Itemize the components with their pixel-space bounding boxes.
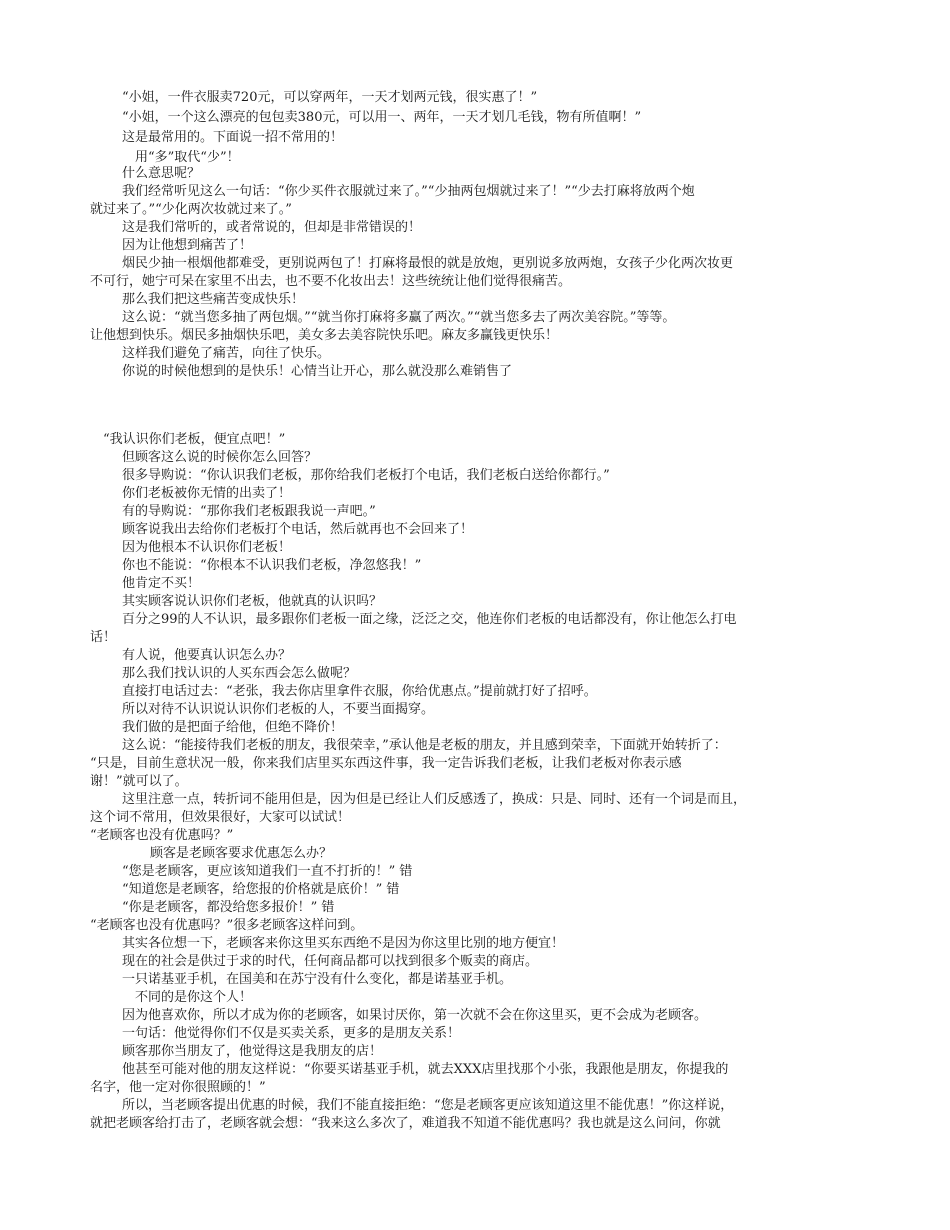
text-line: 用“多”取代“少”！ — [135, 150, 240, 165]
text-line: 烟民少抽一根烟他都难受，更别说两包了！打麻将最恨的就是放炮，更别说多放两炮，女孩子少化两次妆更 — [122, 256, 734, 271]
text-line: 其实各位想一下，老顾客来你这里买东西绝不是因为你这里比别的地方便宜！ — [122, 936, 565, 951]
text-line: “老顾客也没有优惠吗？”很多老顾客这样问到。 — [90, 918, 364, 933]
text-line: 一只诺基亚手机，在国美和在苏宁没有什么变化，都是诺基亚手机。 — [122, 972, 513, 987]
text-line: 话！ — [90, 630, 117, 645]
text-line: 但顾客这么说的时候你怎么回答？ — [122, 450, 318, 465]
text-line: 谢！”就可以了。 — [90, 774, 188, 789]
text-line: 我们经常听见这么一句话：“你少买件衣服就过来了。”“少抽两包烟就过来了！”“少去打麻将放两个炮 — [122, 184, 695, 199]
text-line: 因为他喜欢你，所以才成为你的老顾客，如果讨厌你，第一次就不会在你这里买，更不会成为老顾客。 — [122, 1008, 708, 1023]
section-heading: “老顾客也没有优惠吗？” — [90, 828, 234, 843]
text-line: 这样我们避免了痛苦，向往了快乐。 — [122, 346, 331, 361]
text-line: “你是老顾客，都没给您多报价！” 错 — [122, 900, 335, 915]
text-line: “您是老顾客，更应该知道我们一直不打折的！” 错 — [122, 864, 413, 879]
text-line: 这是我们常听的，或者常说的，但却是非常错误的！ — [122, 220, 422, 235]
text-line: 直接打电话过去：“老张，我去你店里拿件衣服，你给优惠点。”提前就打好了招呼。 — [122, 684, 597, 699]
text-line: 这个词不常用，但效果很好，大家可以试试！ — [90, 810, 351, 825]
text-line: 这里注意一点，转折词不能用但是，因为但是已经让人们反感透了，换成：只是、同时、还有一个词是而且， — [122, 792, 747, 807]
text-line: 顾客那你当朋友了，他觉得这是我朋友的店！ — [122, 1044, 383, 1059]
text-line: 你说的时候他想到的是快乐！心情当让开心，那么就没那么难销售了 — [122, 364, 513, 379]
text-line: 顾客是老顾客要求优惠怎么办？ — [150, 846, 333, 861]
text-line: 这是最常用的。下面说一招不常用的！ — [122, 130, 344, 145]
text-line: 他肯定不买！ — [122, 576, 201, 591]
text-line: 有的导购说：“那你我们老板跟我说一声吧。” — [122, 504, 376, 519]
text-line: 他甚至可能对他的朋友这样说：“你要买诺基亚手机，就去XXX店里找那个小张，我跟他是朋友，你提我的 — [122, 1062, 729, 1077]
text-line: 顾客说我出去给你们老板打个电话，然后就再也不会回来了！ — [122, 522, 474, 537]
text-line: 你们老板被你无情的出卖了！ — [122, 486, 292, 501]
text-line: 不可行，她宁可呆在家里不出去，也不要不化妆出去！这些统统让他们觉得很痛苦。 — [90, 274, 572, 289]
text-line: “只是，目前生意状况一般，你来我们店里买东西这件事，我一定告诉我们老板，让我们老板对你表示感 — [90, 756, 682, 771]
text-line: 百分之99的人不认识，最多跟你们老板一面之缘，泛泛之交，他连你们老板的电话都没有，你让他怎么打电 — [122, 612, 737, 627]
text-line: 所以对待不认识说认识你们老板的人，不要当面揭穿。 — [122, 702, 435, 717]
text-line: 我们做的是把面子给他，但绝不降价！ — [122, 720, 344, 735]
text-line: 很多导购说：“你认识我们老板，那你给我们老板打个电话，我们老板白送给你都行。” — [122, 468, 610, 483]
text-line: 就过来了。”“少化两次妆就过来了。” — [90, 202, 292, 217]
text-line: 名字，他一定对你很照顾的！” — [90, 1080, 266, 1095]
text-line: “小姐，一件衣服卖720元，可以穿两年，一天才划两元钱，很实惠了！” — [122, 90, 538, 105]
text-line: 这么说：“能接待我们老板的朋友，我很荣幸，”承认他是老板的朋友，并且感到荣幸，下面就开始转折了： — [122, 738, 727, 753]
text-line: 有人说，他要真认识怎么办？ — [122, 648, 292, 663]
text-line: 所以，当老顾客提出优惠的时候，我们不能直接拒绝：“您是老顾客更应该知道这里不能优惠！”你这样说， — [122, 1098, 734, 1113]
text-line: 什么意思呢？ — [122, 166, 201, 181]
text-line: “知道您是老顾客，给您报的价格就是底价！” 错 — [122, 882, 400, 897]
text-line: 你也不能说：“你根本不认识我们老板，净忽悠我！” — [122, 558, 422, 573]
text-line: 让他想到快乐。烟民多抽烟快乐吧，美女多去美容院快乐吧。麻友多赢钱更快乐！ — [90, 328, 559, 343]
text-line: 因为让他想到痛苦了！ — [122, 238, 253, 253]
text-line: 不同的是你这个人！ — [135, 990, 253, 1005]
text-line: 现在的社会是供过于求的时代，任何商品都可以找到很多个贩卖的商店。 — [122, 954, 539, 969]
text-line: 就把老顾客给打击了，老顾客就会想：“我来这么多次了，难道我不知道不能优惠吗？我也就是这么问问，你就 — [90, 1116, 721, 1131]
text-line: 一句话：他觉得你们不仅是买卖关系，更多的是朋友关系！ — [122, 1026, 461, 1041]
text-line: 因为他根本不认识你们老板！ — [122, 540, 292, 555]
text-line: 那么我们找认识的人买东西会怎么做呢？ — [122, 666, 357, 681]
text-line: 那么我们把这些痛苦变成快乐！ — [122, 292, 305, 307]
text-line: “小姐，一个这么漂亮的包包卖380元，可以用一、两年，一天才划几毛钱，物有所值啊！” — [122, 110, 642, 125]
text-line: 这么说：“就当您多抽了两包烟。”“就当你打麻将多赢了两次。”“就当您多去了两次美容院。”等等。 — [122, 310, 676, 325]
text-line: 其实顾客说认识你们老板，他就真的认识吗？ — [122, 594, 383, 609]
section-heading: “我认识你们老板，便宜点吧！” — [103, 432, 286, 447]
